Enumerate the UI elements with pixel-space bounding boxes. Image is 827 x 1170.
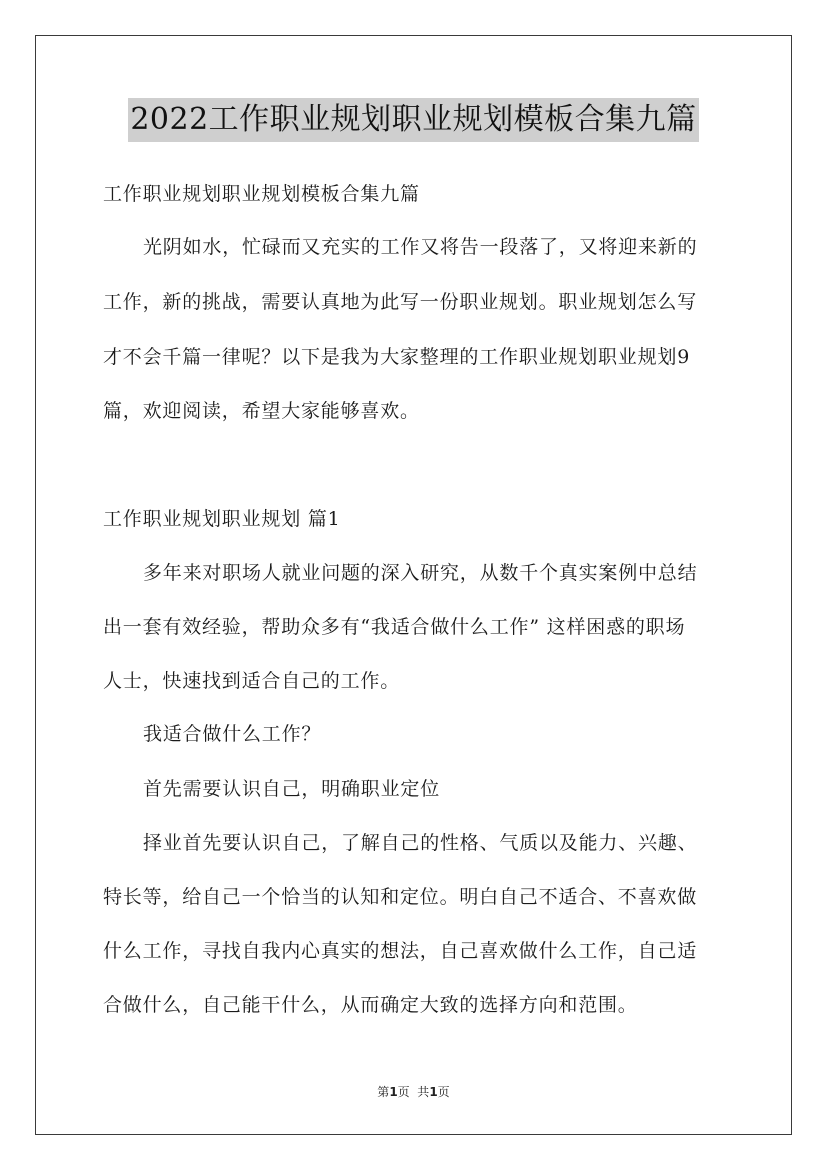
paragraph-line: 特长等，给自己一个恰当的认知和定位。明白自己不适合、不喜欢做 <box>103 886 698 908</box>
section-heading: 工作职业规划职业规划 篇1 <box>103 508 341 530</box>
intro-line: 才不会千篇一律呢？以下是我为大家整理的工作职业规划职业规划9 <box>103 346 691 368</box>
paragraph-line: 合做什么，自己能干什么，从而确定大致的选择方向和范围。 <box>103 994 638 1016</box>
subheading-line: 首先需要认识自己，明确职业定位 <box>143 778 441 800</box>
footer-suffix: 页 <box>437 1085 450 1099</box>
footer-total-pages: 1 <box>429 1085 438 1099</box>
intro-line: 工作，新的挑战，需要认真地为此写一份职业规划。职业规划怎么写 <box>103 291 698 313</box>
paragraph-line: 出一套有效经验，帮助众多有“我适合做什么工作” 这样困惑的职场 <box>103 616 686 638</box>
document-subtitle: 工作职业规划职业规划模板合集九篇 <box>103 183 420 205</box>
intro-line: 光阴如水，忙碌而又充实的工作又将告一段落了，又将迎来新的 <box>143 236 698 258</box>
document-title: 2022工作职业规划职业规划模板合集九篇 <box>128 98 698 142</box>
paragraph-line: 多年来对职场人就业问题的深入研究，从数千个真实案例中总结 <box>143 562 698 584</box>
question-line: 我适合做什么工作？ <box>143 723 322 745</box>
paragraph-line: 人士，快速找到适合自己的工作。 <box>103 670 401 692</box>
footer-prefix: 第 <box>377 1085 390 1099</box>
paragraph-line: 择业首先要认识自己，了解自己的性格、气质以及能力、兴趣、 <box>143 832 698 854</box>
intro-line: 篇，欢迎阅读，希望大家能够喜欢。 <box>103 400 420 422</box>
title-container <box>0 98 827 142</box>
paragraph-line: 什么工作，寻找自我内心真实的想法，自己喜欢做什么工作，自己适 <box>103 940 698 962</box>
footer-page-number: 1 <box>389 1085 398 1099</box>
page-footer <box>0 1084 827 1100</box>
footer-mid: 页 共 <box>397 1085 430 1099</box>
